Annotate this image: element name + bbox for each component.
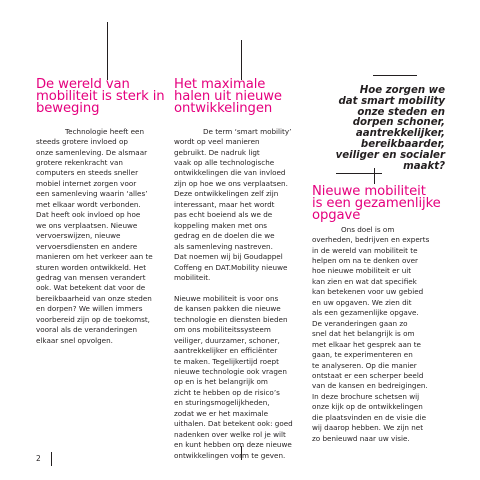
text-line: ontstaat er een scherper beeld [312,370,424,380]
column-3-body [312,225,462,445]
text-line: ontwikkelingen vorm te geven. [174,450,286,460]
column-2-paragraph-2 [174,294,314,461]
text-line: van de kansen en bedreigingen. [312,381,428,391]
text-line: onze samenleving. De alsmaar [36,147,148,157]
text-line: en sturingsmogelijkheden, [174,398,270,408]
quote-line: veiliger en socialer [335,149,445,161]
text-line: manieren om het verkeer aan te [36,252,153,262]
text-line: met elkaar het gesprek aan te [312,339,421,349]
text-line: De term ‘smart mobility’ [203,126,292,136]
text-line: kan zien en wat dat specifiek [312,276,417,286]
column-1-heading: De wereld van mobiliteit is sterk in beweging [36,77,165,117]
text-line: nieuwe technologie ook vragen [174,366,287,376]
footer-rule [51,452,52,466]
text-line: als een gezamenlijke opgave. [312,308,419,318]
text-line: met elkaar wordt verbonden. [36,199,141,209]
column-2-paragraph-1 [174,127,314,284]
quote-line: onze steden en [357,106,445,118]
text-line: technologie en diensten bieden [174,314,288,324]
text-line: en kunt hebben om deze nieuwe [174,440,292,450]
text-line: vaak op alle technologische [174,157,275,167]
text-line: in de wereld van mobiliteit te [312,245,418,255]
quote-line: dorpen schoner, [352,117,445,129]
text-line: gaan, te experimenteren en [312,350,413,360]
quote-line: dat smart mobility [338,95,445,107]
text-line: en dorpen? We willen immers [36,304,143,314]
text-line: vooral als de veranderingen [36,325,138,335]
quote-line: aantrekkelijker, [355,128,445,140]
text-line: gedrag van mensen verandert [36,272,146,282]
text-line: wij daarop hebben. We zijn net [312,423,424,433]
text-line: Dat heeft ook invloed op hoe [36,210,141,220]
quote-line: maakt? [403,160,445,172]
text-line: onze kijk op de ontwikkelingen [312,402,423,412]
text-line: elkaar snel opvolgen. [36,335,113,345]
text-line: snel dat het belangrijk is om [312,329,415,339]
text-line: vervoerswijzen, nieuwe [36,231,121,241]
text-line: zicht te hebben op de risico’s [174,387,280,397]
text-line: uithalen. Dat betekent ook: goed [174,419,293,429]
text-line: de kansen pakken die nieuwe [174,304,281,314]
column-2-top-rule [241,40,242,80]
text-line: zo benieuwd naar uw visie. [312,433,410,443]
text-line: wordt op veel manieren [174,137,260,147]
text-line: interessant, maar het wordt [174,199,275,209]
text-line: steeds grotere invloed op [36,137,128,147]
text-line: te analyseren. Op die manier [312,360,417,370]
text-line: we ons verplaatsen. Nieuwe [36,220,138,230]
text-line: grotere rekenkracht van [36,157,123,167]
text-line: gedrag en de doelen die we [174,231,275,241]
text-line: De veranderingen gaan zo [312,318,408,328]
text-line: hoe nieuwe mobiliteit er uit [312,266,412,276]
column-2-heading: Het maximale halen uit nieuwe ontwikkelingen [174,77,282,117]
text-line: helpen om na te denken over [312,255,418,265]
text-line: voorbereid zijn op de toekomst, [36,314,150,324]
text-line: Dat noemen wij bij Goudappel [174,252,283,262]
text-line: computers en steeds sneller [36,168,139,178]
text-line: gebruikt. De nadruk ligt [174,147,260,157]
text-line: om ons mobiliteitssysteem [174,325,271,335]
text-line: ontwikkelingen die van invloed [174,168,286,178]
text-line: bereikbaarheid van onze steden [36,293,152,303]
text-line: en uw opgaven. We zien dit [312,297,412,307]
text-line: zodat we er het maximale [174,408,269,418]
column-1 [36,79,171,346]
text-line: overheden, bedrijven en experts [312,235,430,245]
column-3 [312,186,462,444]
column-1-body [36,127,171,347]
text-line: ook. Wat betekent dat voor de [36,283,146,293]
text-line: veiliger, duurzamer, schoner, [174,335,280,345]
quote-bottom-rule [336,173,382,174]
text-line: koppeling maken met ons [174,220,268,230]
text-line: aantrekkelijker en efficiënter [174,346,278,356]
text-line: een samenleving waarin ‘alles’ [36,189,148,199]
text-line: Ons doel is om [341,224,395,234]
quote-line: bereikbaarder, [360,138,445,150]
column-2-body [174,127,314,461]
page-number: 2 [36,454,41,463]
text-line: pas echt boeiend als we de [174,210,273,220]
quote-line: Hoe zorgen we [359,85,445,96]
text-line: mobiel internet zorgen voor [36,178,137,188]
text-line: als samenleving nastreven. [174,241,273,251]
text-line: op en is het belangrijk om [174,377,268,387]
text-line: die plaatsvinden en de visie die [312,412,427,422]
text-line: vervoersdiensten en andere [36,241,138,251]
text-line: Coffeng en DAT.Mobility nieuwe [174,262,288,272]
text-line: Technologie heeft een [65,126,145,136]
quote-top-rule [373,75,417,76]
pull-quote [336,86,445,172]
text-line: mobiliteit. [174,272,211,282]
column-1-top-rule [107,22,108,80]
text-line: Deze ontwikkelingen zelf zijn [174,189,279,199]
column-3-heading: Nieuwe mobiliteit is een gezamenlijke opgave [312,184,441,224]
text-line: sturen worden ontwikkeld. Het [36,262,147,272]
text-line: kan betekenen voor uw gebied [312,287,424,297]
text-line: te maken. Tegelijkertijd roept [174,356,279,366]
text-line: nadenken over welke rol je wilt [174,429,286,439]
text-line: In deze brochure schetsen wij [312,391,420,401]
column-2 [174,79,314,471]
text-line: zijn op hoe we ons verplaatsen. [174,178,288,188]
text-line: Nieuwe mobiliteit is voor ons [174,293,279,303]
